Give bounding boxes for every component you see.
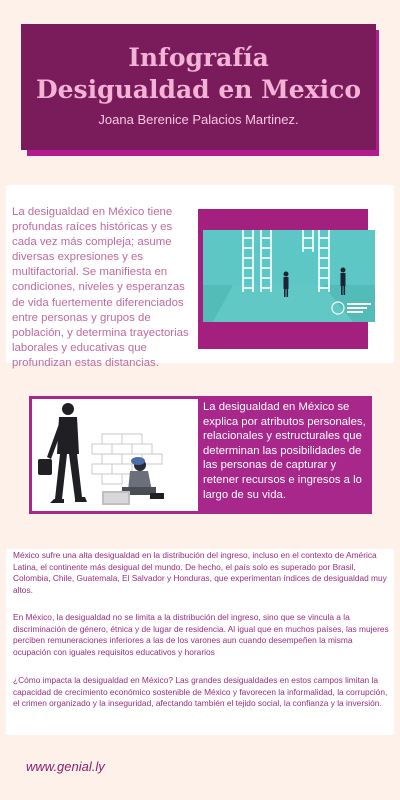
header-banner — [21, 24, 376, 150]
paragraph-impact: ¿Cómo impacta la desigualdad en México? Las grandes desigualdades en estos campos limitan la capacidad de crecimiento económico sostenible de México y favorecen la informalidad, la corrupción, el crimen organizado y la inseguridad, afectando también el tejido social, la confianza y la inversión. — [13, 675, 388, 709]
attributes-text: La desigualdad en México se explica por atributos personales, relacionales y estructurales que determinan las posibilidades de las personas de capturar y retener recursos e ingresos a lo largo de su vida. — [203, 401, 366, 501]
details-card — [6, 549, 394, 735]
attributes-card — [29, 396, 372, 514]
title-line-1: Infografía — [128, 43, 269, 72]
paragraph-discrimination: En México, la desigualdad no se limita a la distribución del ingreso, sino que se vincula a la discriminación de género, étnica y de lugar de residencia. Al igual que en muchos países, las mujeres perciben remuneraciones inferiores a las de los varones aun cuando desempeñen la misma ocupación con iguales requisitos educativos y horarios — [13, 612, 389, 657]
page-title — [21, 42, 376, 106]
intro-text: La desigualdad en México tiene profundas raíces históricas y es cada vez más compleja; asume diversas expresiones y es multifactorial. Se manifiesta en condiciones, niveles y esperanzas de vida fuertemente diferenciados entre personas y grupos de población, y determina trayectorias laborales y educativas que profundizan estas distancias. — [12, 206, 189, 369]
ladders-illustration-icon — [203, 230, 375, 322]
author-name: Joana Berenice Palacios Martinez. — [98, 112, 299, 127]
businessman-illustration-icon — [32, 399, 198, 511]
title-line-2: Desigualdad en Mexico — [35, 75, 362, 104]
ladders-image-frame — [198, 209, 368, 349]
intro-card — [6, 185, 394, 369]
paragraph-income-inequality: México sufre una alta desigualdad en la distribución del ingreso, incluso en el contexto de América Latina, el continente más desigual del mundo. De hecho, el país solo es superado por Brasil, Colombia, Chile, Guatemala, El Salvador y Honduras, que experimentan índices de desigualdad muy altos. — [13, 550, 387, 595]
genially-link[interactable]: www.genial.ly — [26, 759, 105, 774]
